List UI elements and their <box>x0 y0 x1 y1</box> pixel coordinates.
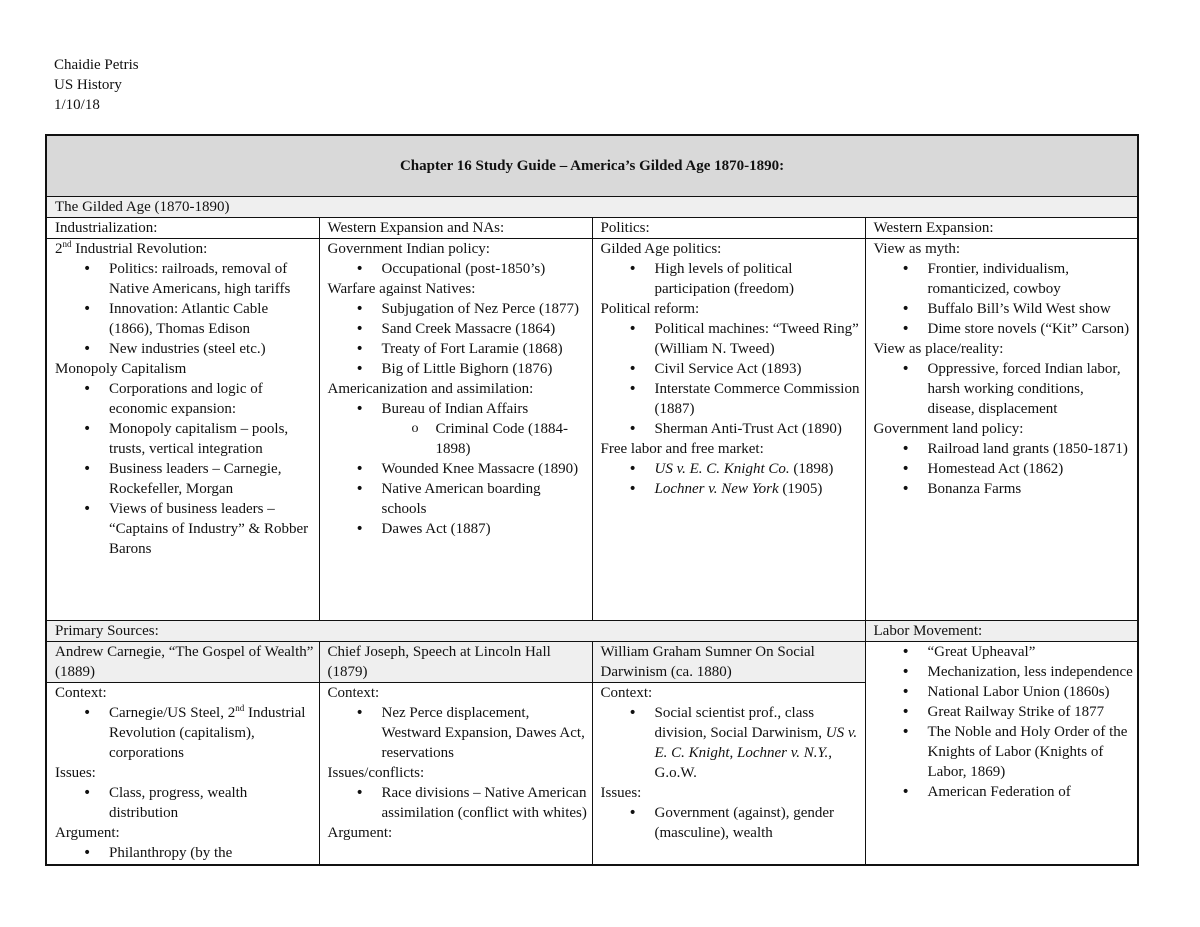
source-title-carnegie: Andrew Carnegie, “The Gospel of Wealth” (1889) <box>46 642 319 683</box>
list-item: • Great Railway Strike of 1877 <box>874 702 1138 722</box>
note-heading: Americanization and assimilation: <box>327 381 534 397</box>
bullet-list <box>328 259 592 279</box>
note-heading: Issues: <box>55 765 96 781</box>
western-expansion-notes <box>865 239 1138 621</box>
list-item: • Politics: railroads, removal of Native Americans, high tariffs <box>55 259 319 299</box>
bullet-list <box>874 642 1138 802</box>
politics-notes <box>592 239 865 621</box>
list-item: • Sand Creek Massacre (1864) <box>328 319 592 339</box>
list-item: • The Noble and Holy Order of the Knights of Labor (Knights of Labor, 1869) <box>874 722 1138 782</box>
bullet-list <box>55 843 319 863</box>
note-heading: Political reform: <box>600 301 700 317</box>
note-heading: Warfare against Natives: <box>327 281 476 297</box>
note-heading: 2nd Industrial Revolution: <box>55 239 208 257</box>
column-header-politics: Politics: <box>592 218 865 239</box>
list-item: • New industries (steel etc.) <box>55 339 319 359</box>
list-item: • Native American boarding schools <box>328 479 592 519</box>
list-item: • Social scientist prof., class division, Social Darwinism, US v. E. C. Knight, Lochner v. N.Y., G.o.W. <box>601 703 865 783</box>
list-item: • Philanthropy (by the <box>55 843 319 863</box>
section-label-gilded-age: The Gilded Age (1870-1890) <box>46 197 1138 218</box>
bullet-list <box>601 319 865 439</box>
bullet-list <box>874 259 1138 339</box>
source-title-chief-joseph: Chief Joseph, Speech at Lincoln Hall (1879) <box>319 642 592 683</box>
list-item: • Wounded Knee Massacre (1890) <box>328 459 592 479</box>
document-date: 1/10/18 <box>54 97 100 113</box>
note-heading: Government land policy: <box>873 421 1024 437</box>
list-item: • Race divisions – Native American assimilation (conflict with whites) <box>328 783 592 823</box>
list-item: • American Federation of <box>874 782 1138 802</box>
note-heading: Context: <box>327 685 380 701</box>
list-item: • National Labor Union (1860s) <box>874 682 1138 702</box>
note-heading: Issues/conflicts: <box>327 765 425 781</box>
list-item: • Carnegie/US Steel, 2nd Industrial Revolution (capitalism), corporations <box>55 703 319 763</box>
sub-list-item: o Criminal Code (1884-1898) <box>328 419 592 459</box>
list-item: • Government (against), gender (masculine), wealth <box>601 803 865 843</box>
list-item: • Oppressive, forced Indian labor, harsh working conditions, disease, displacement <box>874 359 1138 419</box>
bullet-list <box>55 703 319 763</box>
list-item: • Bureau of Indian Affairs <box>328 399 592 419</box>
western-expansion-nas-notes <box>319 239 592 621</box>
list-item: • Frontier, individualism, romanticized, cowboy <box>874 259 1138 299</box>
chief-joseph-source-notes <box>319 683 592 866</box>
list-item: • Sherman Anti-Trust Act (1890) <box>601 419 865 439</box>
note-heading: Context: <box>600 685 653 701</box>
list-item: • Mechanization, less independence <box>874 662 1138 682</box>
list-item: • US v. E. C. Knight Co. (1898) <box>601 459 865 479</box>
bullet-list <box>601 459 865 499</box>
carnegie-source-notes <box>46 683 319 866</box>
industrialization-notes <box>46 239 319 621</box>
list-item: • “Great Upheaval” <box>874 642 1138 662</box>
section-label-labor-movement: Labor Movement: <box>865 621 1138 642</box>
source-title-sumner: William Graham Sumner On Social Darwinism (ca. 1880) <box>592 642 865 683</box>
column-header-industrialization: Industrialization: <box>46 218 319 239</box>
column-header-western-expansion: Western Expansion: <box>865 218 1138 239</box>
bullet-list <box>55 259 319 359</box>
note-heading: Government Indian policy: <box>327 241 490 257</box>
bullet-list <box>601 803 865 843</box>
note-heading: View as place/reality: <box>873 341 1004 357</box>
list-item: • Monopoly capitalism – pools, trusts, vertical integration <box>55 419 319 459</box>
study-guide-title: Chapter 16 Study Guide – America’s Gilded Age 1870-1890: <box>46 135 1138 197</box>
note-heading: Argument: <box>55 825 120 841</box>
bullet-list <box>328 299 592 379</box>
list-item: • Homestead Act (1862) <box>874 459 1138 479</box>
list-item: • Innovation: Atlantic Cable (1866), Thomas Edison <box>55 299 319 339</box>
list-item: • Nez Perce displacement, Westward Expansion, Dawes Act, reservations <box>328 703 592 763</box>
list-item: • Corporations and logic of economic expansion: <box>55 379 319 419</box>
bullet-list <box>601 259 865 299</box>
note-heading: Issues: <box>600 785 642 801</box>
list-item: • Treaty of Fort Laramie (1868) <box>328 339 592 359</box>
list-item: • Political machines: “Tweed Ring” (William N. Tweed) <box>601 319 865 359</box>
list-item: • High levels of political participation (freedom) <box>601 259 865 299</box>
note-heading: Argument: <box>327 825 393 841</box>
bullet-list <box>874 359 1138 419</box>
list-item: • Subjugation of Nez Perce (1877) <box>328 299 592 319</box>
labor-movement-notes <box>865 642 1138 866</box>
note-heading: Context: <box>55 685 107 701</box>
list-item: • Business leaders – Carnegie, Rockefeller, Morgan <box>55 459 319 499</box>
list-item: • Railroad land grants (1850-1871) <box>874 439 1138 459</box>
list-item: • Dime store novels (“Kit” Carson) <box>874 319 1138 339</box>
list-item: • Buffalo Bill’s Wild West show <box>874 299 1138 319</box>
document-header <box>54 55 139 115</box>
section-label-primary-sources: Primary Sources: <box>46 621 865 642</box>
note-heading: View as myth: <box>873 241 961 257</box>
column-header-western-expansion-nas: Western Expansion and NAs: <box>319 218 592 239</box>
list-item: • Big of Little Bighorn (1876) <box>328 359 592 379</box>
bullet-list <box>328 399 592 539</box>
list-item: • Views of business leaders – “Captains of Industry” & Robber Barons <box>55 499 319 559</box>
course-name: US History <box>54 77 122 93</box>
list-item: • Civil Service Act (1893) <box>601 359 865 379</box>
bullet-list <box>55 379 319 559</box>
list-item: • Interstate Commerce Commission (1887) <box>601 379 865 419</box>
bullet-list <box>328 783 592 823</box>
bullet-list <box>328 703 592 763</box>
bullet-list <box>601 703 865 783</box>
list-item: • Occupational (post-1850’s) <box>328 259 592 279</box>
list-item: • Bonanza Farms <box>874 479 1138 499</box>
sumner-source-notes <box>592 683 865 866</box>
student-name: Chaidie Petris <box>54 57 139 73</box>
note-heading: Monopoly Capitalism <box>55 361 187 377</box>
note-heading: Gilded Age politics: <box>600 241 722 257</box>
list-item: • Class, progress, wealth distribution <box>55 783 319 823</box>
bullet-list <box>874 439 1138 499</box>
list-item: • Dawes Act (1887) <box>328 519 592 539</box>
bullet-list <box>55 783 319 823</box>
study-guide-table <box>45 134 1139 866</box>
list-item: • Lochner v. New York (1905) <box>601 479 865 499</box>
note-heading: Free labor and free market: <box>600 441 764 457</box>
